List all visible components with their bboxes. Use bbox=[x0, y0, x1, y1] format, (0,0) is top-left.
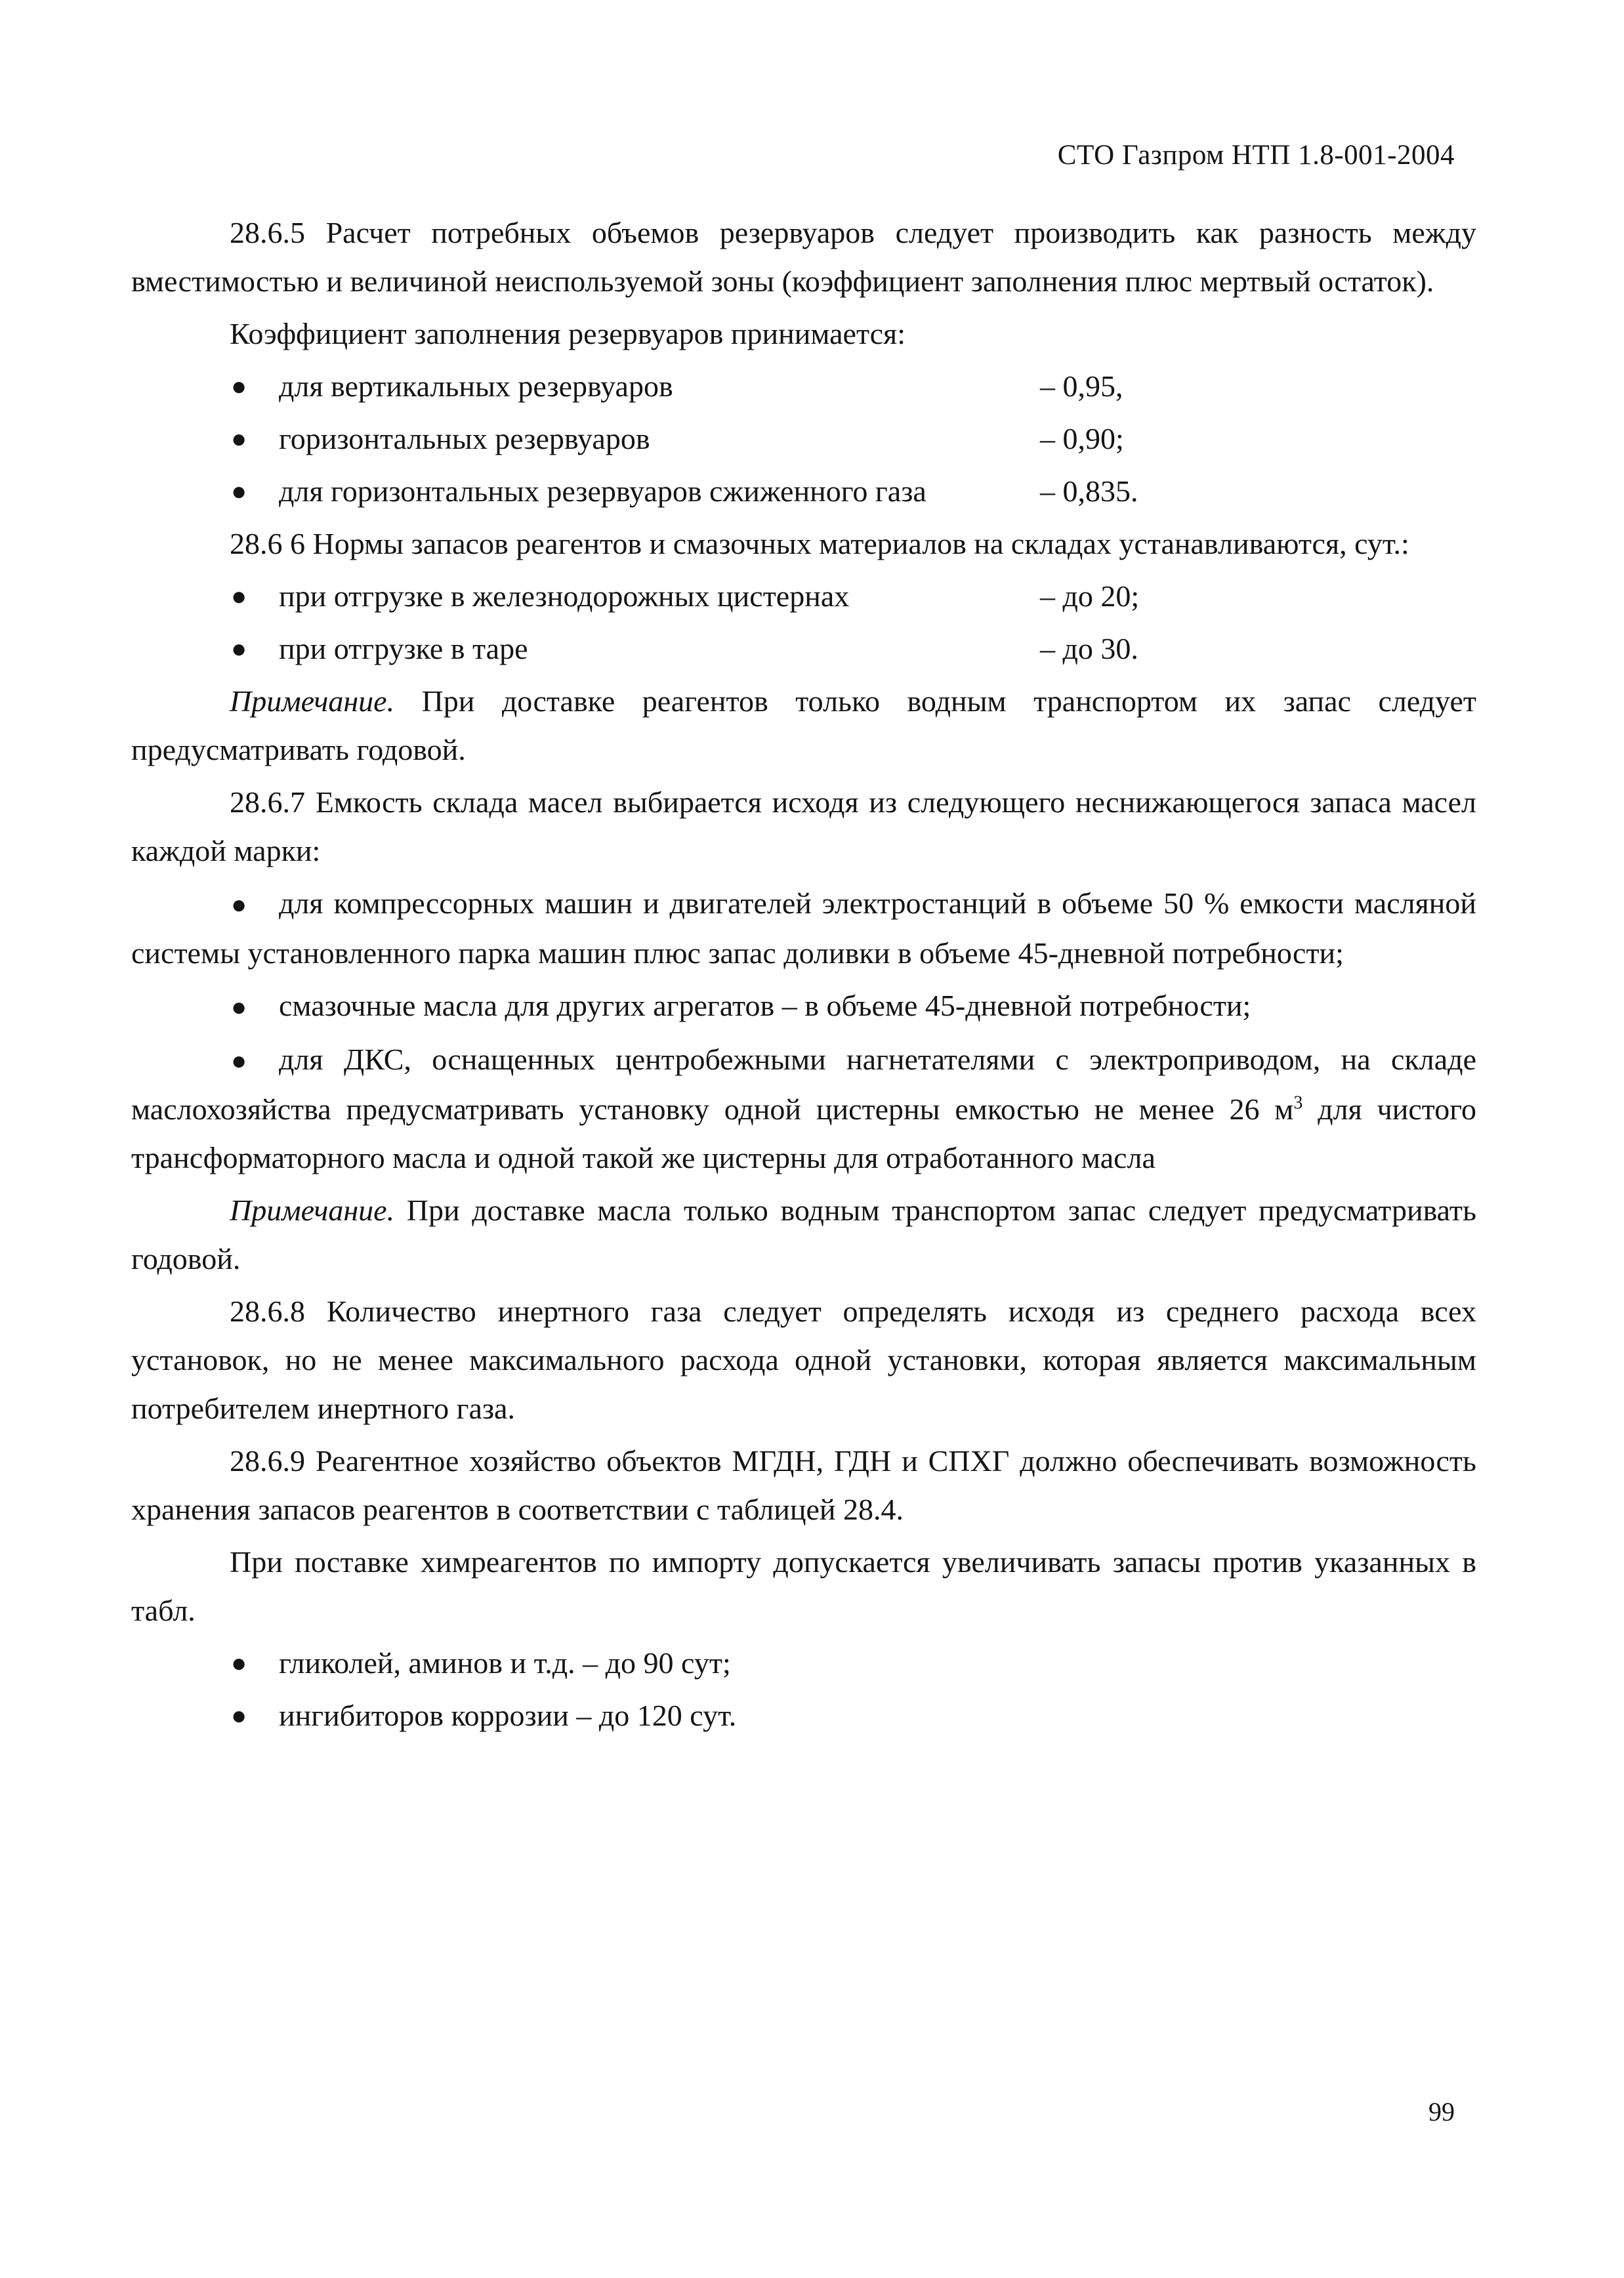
list-item bbox=[131, 879, 1476, 978]
list-item-text: смазочные масла для других агрегатов – в объеме 45-дневной потребности; bbox=[279, 989, 1251, 1022]
list-item-value: – до 20; bbox=[1040, 579, 1140, 613]
list-item-value: – до 30. bbox=[1040, 632, 1138, 665]
list-item bbox=[131, 1691, 1476, 1740]
list-item-label: ингибиторов коррозии – до 120 сут. bbox=[279, 1699, 737, 1732]
list-item bbox=[131, 982, 1476, 1031]
bullet-icon: ● bbox=[231, 424, 247, 453]
list-item-text: для компрессорных машин и двигателей электростанций в объеме 50 % емкости масляной системы установленного парка машин плюс запас доливки в объеме 45-дневной потребности; bbox=[131, 886, 1476, 970]
page-number: 99 bbox=[1428, 2097, 1455, 2126]
list-item-label: для вертикальных резервуаров bbox=[279, 369, 673, 403]
list-item-label: горизонтальных резервуаров bbox=[279, 422, 650, 455]
list-item bbox=[131, 415, 1476, 463]
import-paragraph: При поставке химреагентов по импорту допускается увеличивать запасы против указанных в табл. bbox=[131, 1545, 1476, 1627]
list-item bbox=[131, 362, 1476, 411]
list-item bbox=[131, 1639, 1476, 1688]
list-item-value: – 0,90; bbox=[1040, 422, 1124, 455]
list-item bbox=[131, 625, 1476, 673]
note-label: Примечание. bbox=[230, 1193, 395, 1227]
list-item-label: для горизонтальных резервуаров сжиженного газа bbox=[279, 474, 927, 508]
bullet-icon: ● bbox=[231, 1046, 247, 1075]
list-item-value: – 0,95, bbox=[1040, 369, 1123, 403]
bullet-icon: ● bbox=[231, 890, 247, 919]
note-text: При доставке масла только водным транспортом запас следует предусматривать годовой. bbox=[131, 1193, 1476, 1275]
list-item-text: для ДКС, оснащенных центробежными нагнетателями с электроприводом, на складе маслохозяйства предусматривать установку одной цистерны емкостью не менее 26 м bbox=[131, 1043, 1476, 1126]
section-28-6-7: 28.6.7 Емкость склада масел выбирается исходя из следующего неснижающегося запаса масел каждой марки: bbox=[131, 785, 1476, 867]
note-oil bbox=[131, 1186, 1476, 1283]
bullet-icon: ● bbox=[231, 476, 247, 506]
document-header: СТО Газпром НТП 1.8-001-2004 bbox=[1057, 140, 1455, 171]
bullet-icon: ● bbox=[231, 634, 247, 663]
note-reagents bbox=[131, 677, 1476, 774]
section-28-6-8: 28.6.8 Количество инертного газа следует определять исходя из среднего расхода всех установок, но не менее максимального расхода одной установки, которая является максимальным потребителем инертного газа. bbox=[131, 1294, 1476, 1425]
list-item bbox=[131, 1035, 1476, 1182]
bullet-icon: ● bbox=[231, 371, 247, 401]
list-item-label: при отгрузке в таре bbox=[279, 632, 528, 665]
list-item bbox=[131, 467, 1476, 516]
section-28-6-6: 28.6 6 Нормы запасов реагентов и смазочных материалов на складах устанавливаются, сут.: bbox=[230, 527, 1409, 560]
bullet-icon: ● bbox=[231, 1701, 247, 1730]
section-28-6-9: 28.6.9 Реагентное хозяйство объектов МГДН, ГДН и СПХГ должно обеспечивать возможность хранения запасов реагентов в соответствии с таблицей 28.4. bbox=[131, 1444, 1476, 1526]
bullet-icon: ● bbox=[231, 581, 247, 611]
bullet-icon: ● bbox=[231, 1648, 247, 1678]
document-body bbox=[131, 209, 1476, 1744]
bullet-icon: ● bbox=[231, 992, 247, 1022]
list-item-text-continued: для чистого трансформаторного масла и одной такой же цистерны для отработанного масла bbox=[131, 1092, 1477, 1174]
list-item-label: при отгрузке в железнодорожных цистернах bbox=[279, 579, 850, 613]
list-item bbox=[131, 572, 1476, 621]
list-item-label: гликолей, аминов и т.д. – до 90 сут; bbox=[279, 1646, 731, 1680]
superscript: 3 bbox=[1293, 1092, 1303, 1113]
fill-coefficient-intro: Коэффициент заполнения резервуаров принимается: bbox=[230, 317, 906, 350]
list-item-value: – 0,835. bbox=[1040, 474, 1138, 508]
section-28-6-5: 28.6.5 Расчет потребных объемов резервуаров следует производить как разность между вместимостью и величиной неиспользуемой зоны (коэффициент заполнения плюс мертвый остаток). bbox=[131, 216, 1476, 298]
note-label: Примечание. bbox=[230, 684, 395, 718]
note-text: При доставке реагентов только водным транспортом их запас следует предусматривать годовой. bbox=[131, 684, 1476, 766]
